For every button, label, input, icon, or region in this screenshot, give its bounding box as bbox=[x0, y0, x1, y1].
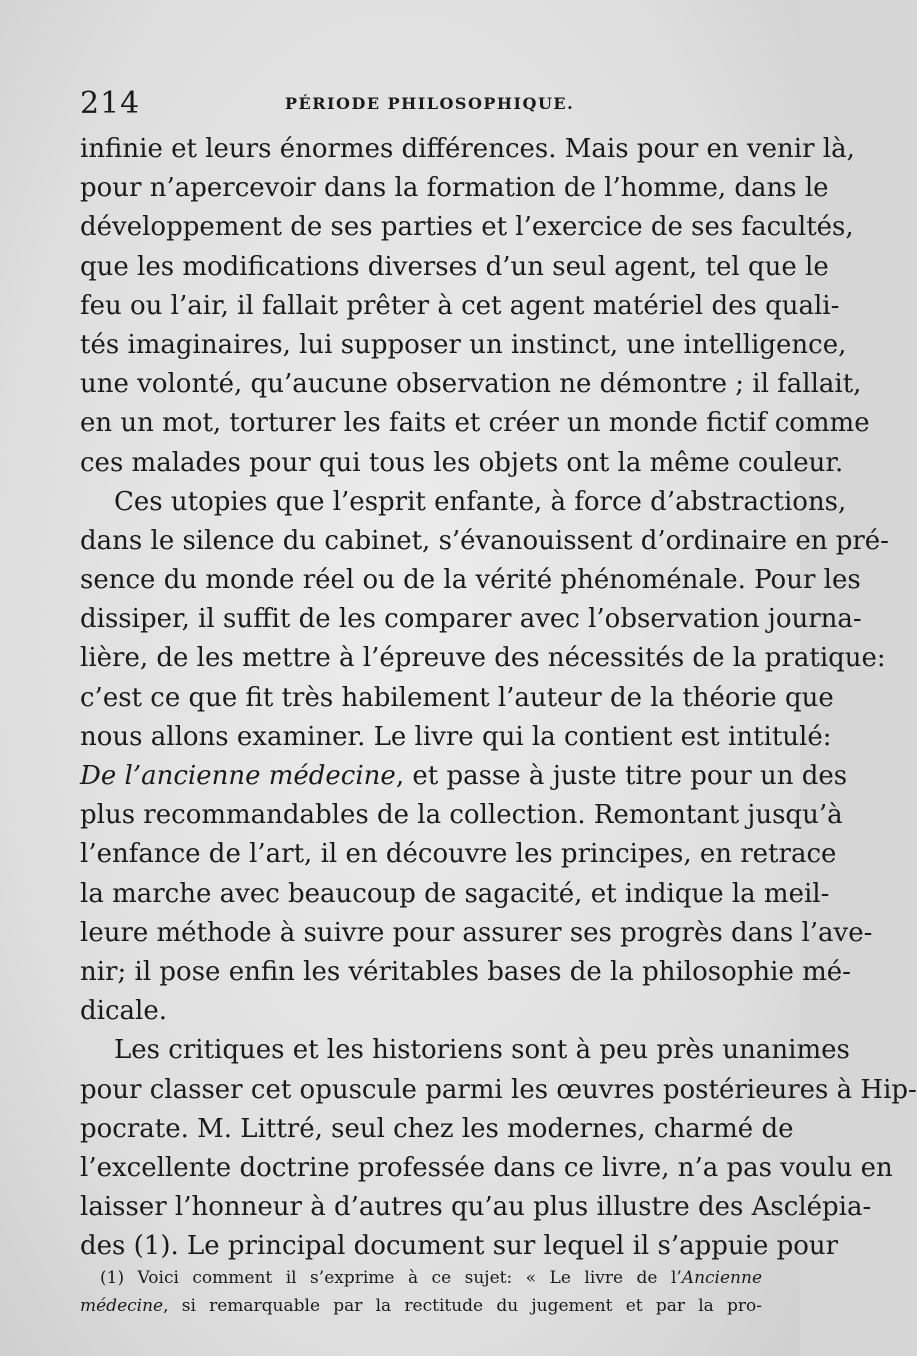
text-line: feu ou l’air, il fallait prêter à cet agent matériel des quali- bbox=[80, 290, 840, 321]
text-line: laisser l’honneur à d’autres qu’au plus illustre des Asclépia- bbox=[80, 1192, 872, 1223]
text-line: dicale. bbox=[80, 996, 167, 1027]
text-line: pocrate. M. Littré, seul chez les modernes, charmé de bbox=[80, 1113, 794, 1144]
text-line: pour n’apercevoir dans la formation de l’homme, dans le bbox=[80, 173, 829, 204]
footnote-line bbox=[80, 1292, 762, 1320]
text-line: développement de ses parties et l’exercice de ses facultés, bbox=[80, 212, 854, 243]
text-line: nous allons examiner. Le livre qui la contient est intitulé: bbox=[80, 721, 832, 752]
page-number: 214 bbox=[80, 86, 141, 121]
main-text bbox=[80, 130, 917, 1266]
text-line: que les modifications diverses d’un seul agent, tel que le bbox=[80, 251, 829, 282]
footnote-text: (1) Voici comment il s’exprime à ce sujet: « Le livre de l’ bbox=[100, 1268, 682, 1288]
text-line: sence du monde réel ou de la vérité phénoménale. Pour les bbox=[80, 565, 861, 596]
text-line: en un mot, torturer les faits et créer un monde fictif comme bbox=[80, 408, 870, 439]
text-fragment: , et passe à juste titre pour un des bbox=[395, 761, 848, 791]
text-line bbox=[80, 757, 848, 796]
text-line: une volonté, qu’aucune observation ne démontre ; il fallait, bbox=[80, 369, 862, 400]
text-line: nir; il pose enfin les véritables bases de la philosophie mé- bbox=[80, 956, 851, 987]
text-line: dissiper, il suffit de les comparer avec l’observation journa- bbox=[80, 604, 862, 635]
text-line: leure méthode à suivre pour assurer ses progrès dans l’ave- bbox=[80, 917, 873, 948]
text-line: infinie et leurs énormes différences. Mais pour en venir là, bbox=[80, 134, 855, 164]
text-line: des (1). Le principal document sur lequel il s’appuie pour bbox=[80, 1231, 839, 1262]
footnote-line bbox=[80, 1264, 762, 1292]
page-header bbox=[80, 86, 760, 126]
text-line: Ces utopies que l’esprit enfante, à force d’abstractions, bbox=[114, 486, 847, 517]
text-line: l’enfance de l’art, il en découvre les principes, en retrace bbox=[80, 839, 837, 870]
footnote-book-title: Ancienne bbox=[681, 1268, 762, 1288]
text-line: dans le silence du cabinet, s’évanouissent d’ordinaire en pré- bbox=[80, 525, 889, 556]
text-line: plus recommandables de la collection. Remontant jusqu’à bbox=[80, 800, 843, 831]
text-line: lière, de les mettre à l’épreuve des nécessités de la pratique: bbox=[80, 643, 886, 674]
text-line: la marche avec beaucoup de sagacité, et indique la meil- bbox=[80, 878, 830, 909]
text-line: ces malades pour qui tous les objets ont la même couleur. bbox=[80, 447, 844, 478]
footnote bbox=[80, 1264, 762, 1320]
text-line: pour classer cet opuscule parmi les œuvres postérieures à Hip- bbox=[80, 1074, 917, 1105]
book-title: De l’ancienne médecine bbox=[80, 761, 396, 791]
text-line: tés imaginaires, lui supposer un instinct, une intelligence, bbox=[80, 329, 847, 360]
footnote-book-title: médecine bbox=[80, 1296, 164, 1316]
footnote-text: , si remarquable par la rectitude du jugement et par la pro- bbox=[163, 1296, 762, 1316]
text-line: c’est ce que fit très habilement l’auteur de la théorie que bbox=[80, 682, 834, 713]
text-line: Les critiques et les historiens sont à peu près unanimes bbox=[114, 1035, 850, 1066]
running-title: PÉRIODE PHILOSOPHIQUE. bbox=[285, 94, 575, 113]
text-line: l’excellente doctrine professée dans ce livre, n’a pas voulu en bbox=[80, 1152, 893, 1183]
